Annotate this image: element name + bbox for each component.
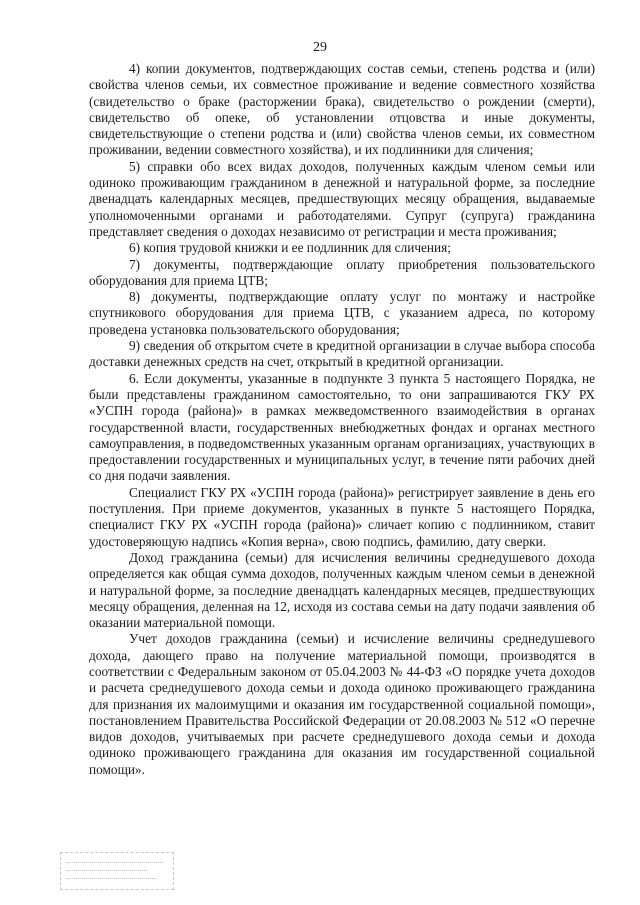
paragraph-item-9: 9) сведения об открытом счете в кредитной организации в случае выбора способа доставки денежных средств на счет, открытый в кредитной организации.: [89, 338, 595, 370]
paragraph-item-4: 4) копии документов, подтверждающих состав семьи, степень родства и (или) свойства членов семьи, их совместное проживание и ведение совместного хозяйства (свидетельство о браке (расторжении брака), свидетельство о рождении (смерти), свидетельство об опеке, об установлении отцовства и иные документы, свидетельствующие о степени родства и (или) свойства членов семьи, их совместном проживании, ведении совместного хозяйства), и их подлинники для сличения;: [89, 61, 595, 158]
paragraph-item-6: 6) копия трудовой книжки и ее подлинник для сличения;: [129, 240, 451, 256]
paragraph-item-7: 7) документы, подтверждающие оплату приобретения пользовательского оборудования для приема ЦТВ;: [89, 256, 595, 288]
page-number: 29: [313, 40, 327, 55]
paragraph-registration: Специалист ГКУ РХ «УСПН города (района)» регистрирует заявление в день его поступления. При приеме документов, указанных в пункте 5 настоящего Порядка, специалист ГКУ РХ «УСПН города (района)» сличает копию с подлинником, ставит удостоверяющую надпись «Копия верна», свою подпись, фамилию, дату сверки.: [89, 484, 595, 549]
faded-stamp: [60, 852, 174, 890]
paragraph-item-8: 8) документы, подтверждающие оплату услуг по монтажу и настройке спутникового оборудования для приема ЦТВ, с указанием адреса, по которому проведена установка пользовательского оборудования;: [89, 289, 595, 337]
paragraph-income-definition: Доход гражданина (семьи) для исчисления величины среднедушевого дохода определяется как общая сумма доходов, полученных каждым членом семьи в денежной и натуральной форме, за последние двенадцать календарных месяцев, предшествующих месяцу обращения, деленная на 12, исходя из состава семьи на дату подачи заявления об оказании материальной помощи.: [89, 549, 595, 631]
paragraph-item-5: 5) справки обо всех видах доходов, полученных каждым членом семьи или одиноко проживающим гражданином в денежной и натуральной форме, за последние двенадцать календарных месяцев, предшествующих месяцу обращения, выдаваемые уполномоченными органами и работодателями. Супруг (супруга) гражданина представляет сведения о доходах независимо от регистрации и места проживания;: [89, 158, 595, 239]
paragraph-income-accounting: Учет доходов гражданина (семьи) и исчисление величины среднедушевого дохода, дающего право на получение материальной помощи, производятся в соответствии с Федеральным законом от 05.04.2003 № 44-ФЗ «О порядке учета доходов и расчета среднедушевого дохода семьи и дохода одиноко проживающего гражданина для признания их малоимущими и оказания им государственной социальной помощи», постановлением Правительства Российской Федерации от 20.08.2003 № 512 «О перечне видов доходов, учитываемых при расчете среднедушевого дохода семьи и дохода одиноко проживающего гражданина для оказания им государственной социальной помощи».: [89, 631, 595, 777]
document-body: [89, 61, 595, 778]
paragraph-section-6: 6. Если документы, указанные в подпункте 3 пункта 5 настоящего Порядка, не были представлены гражданином самостоятельно, то они запрашиваются ГКУ РХ «УСПН города (района)» в рамках межведомственного взаимодействия в органах государственной власти, государственных внебюджетных фондах и органах местного самоуправления, в подведомственных указанным органам организациях, участвующих в предоставлении государственных и муниципальных услуг, в течение пяти рабочих дней со дня подачи заявления.: [89, 370, 595, 484]
